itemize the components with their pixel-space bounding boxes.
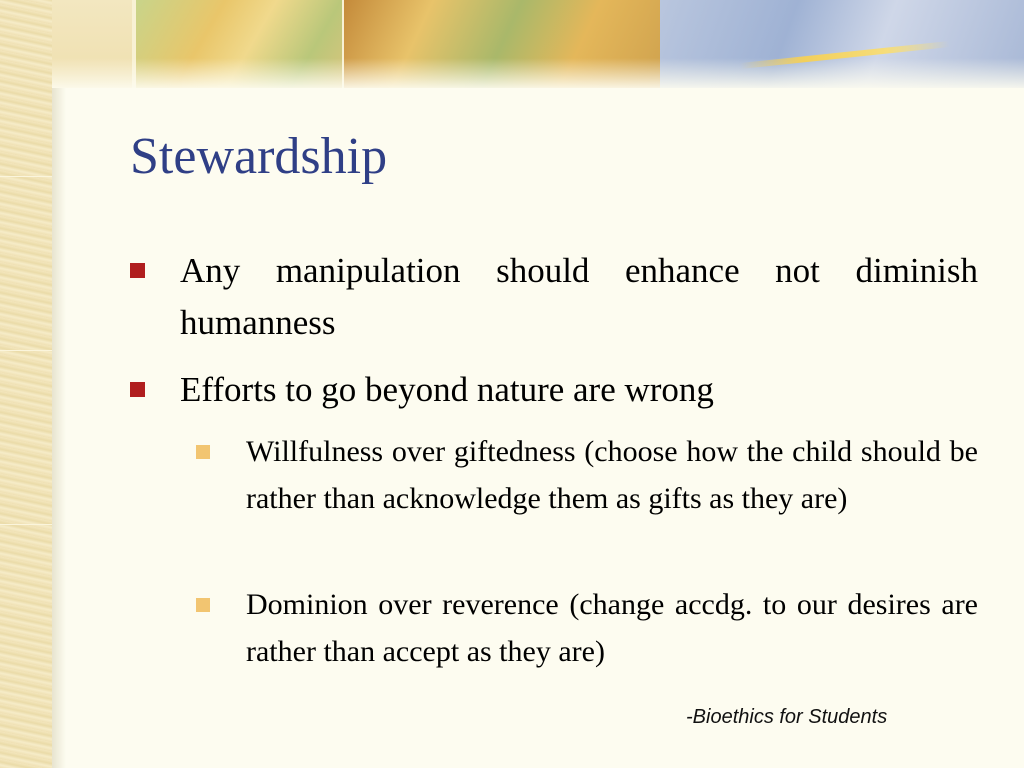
slide-title: Stewardship	[130, 128, 388, 185]
square-subbullet-icon	[196, 598, 210, 612]
sub-bullet-item	[196, 581, 978, 675]
content-shadow	[52, 88, 66, 768]
square-bullet-icon	[130, 263, 145, 278]
source-attribution: -Bioethics for Students	[686, 706, 888, 728]
top-photo-banner	[52, 0, 1024, 88]
sub-bullet-text: Willfulness over giftedness (choose how the child should be rather than acknowledge them as gifts as they are)	[246, 435, 978, 515]
bullet-item	[130, 245, 978, 349]
square-bullet-icon	[130, 382, 145, 397]
sub-bullet-text: Dominion over reverence (change accdg. to our desires are rather than accept as they are)	[246, 588, 978, 668]
square-subbullet-icon	[196, 445, 210, 459]
left-texture-strip	[0, 0, 52, 768]
bullet-item	[130, 364, 978, 416]
bullet-text: Any manipulation should enhance not diminish humanness	[180, 251, 978, 342]
bullet-text: Efforts to go beyond nature are wrong	[180, 370, 714, 409]
sub-bullet-item	[196, 428, 978, 522]
